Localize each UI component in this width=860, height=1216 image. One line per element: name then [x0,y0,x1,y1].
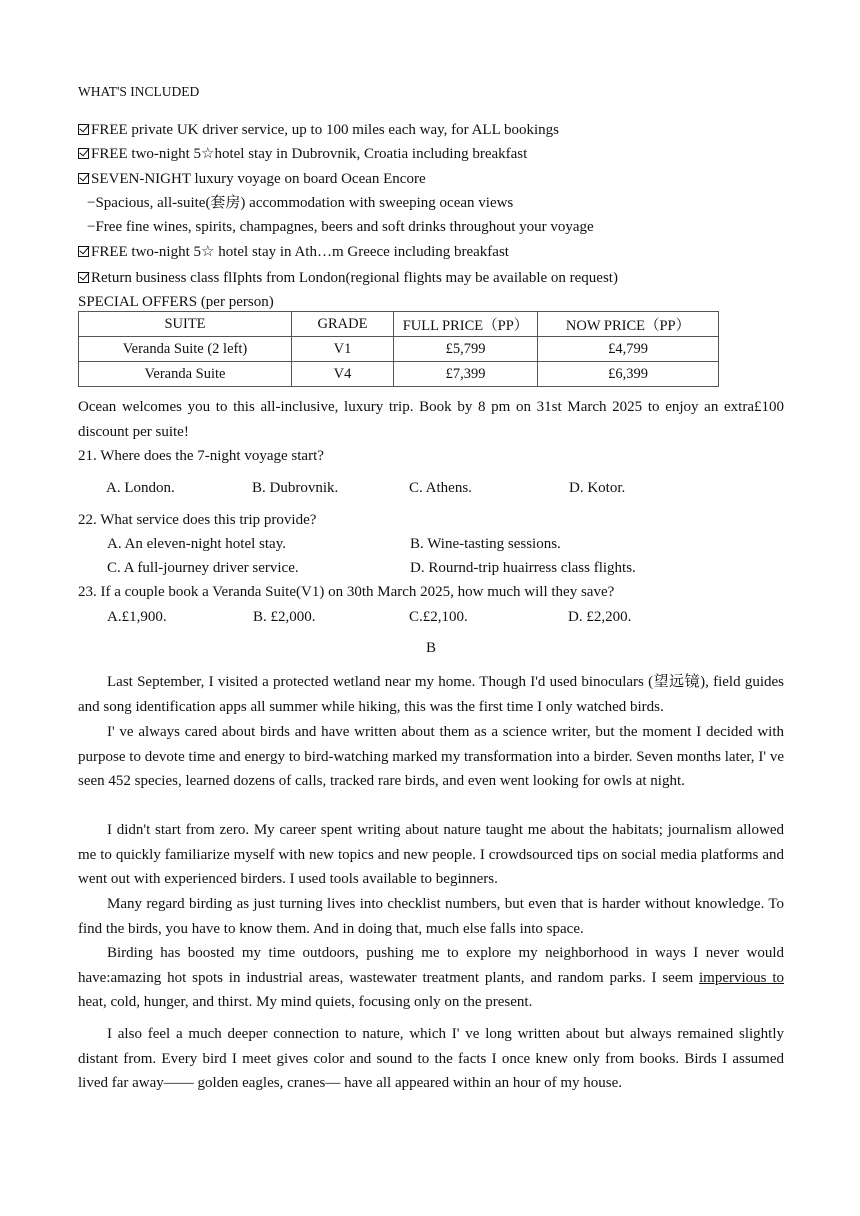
included-subitem: −Free fine wines, spirits, champagnes, beers and soft drinks throughout your voyage [87,219,594,235]
q23-option-d: D. £2,200. [568,609,632,625]
checkbox-icon [78,246,89,257]
q21-option-d: D. Kotor. [569,480,626,496]
table-header-cell: SUITE [79,312,292,337]
included-item: SEVEN-NIGHT luxury voyage on board Ocean Encore [78,169,426,189]
q21-option-c: C. Athens. [409,480,472,496]
passage-paragraph-1: Last September, I visited a protected wetland near my home. Though I'd used binoculars (望远镜), field guides and song identification apps all summer while hiking, this was the first time I only watched birds. [78,674,784,715]
offers-title: SPECIAL OFFERS (per person) [78,294,274,310]
passage-paragraph-4: Many regard birding as just turning lives into checklist numbers, but even that is harder without knowledge. To find the birds, you have to know them. And in doing that, much else falls into space. [78,896,784,937]
table-cell: £6,399 [538,362,719,387]
table-cell: £7,399 [394,362,538,387]
table-cell: £4,799 [538,337,719,362]
table-cell: £5,799 [394,337,538,362]
included-item: Return business class flIphts from London(regional flights may be available on request) [78,268,618,288]
passage-paragraph-2: I' ve always cared about birds and have written about them as a science writer, but the moment I decided with purpose to devote time and energy to bird-watching marked my transformation into a birder. Seven months later, I' ve seen 452 species, learned dozens of calls, tracked rare birds, and even went looking for owls at night. [78,724,784,789]
q23-option-c: C.£2,100. [409,609,468,625]
q23-option-a: A.£1,900. [107,609,167,625]
table-header-cell: GRADE [292,312,394,337]
offer-note: Ocean welcomes you to this all-inclusive, luxury trip. Book by 8 pm on 31st March 2025 to enjoy an extra£100 discount per suite! [78,399,784,440]
table-row [79,362,719,387]
passage-paragraph-6: I also feel a much deeper connection to nature, which I' ve long written about but always remained slightly distant from. Every bird I meet gives color and sound to the facts I once knew only from books. Birds I assumed lived far away—— golden eagles, cranes— have all appeared within an hour of my house. [78,1026,784,1091]
table-row [79,337,719,362]
q22-option-c: C. A full-journey driver service. [107,560,299,576]
checkbox-icon [78,124,89,135]
checkbox-icon [78,272,89,283]
section-header: WHAT'S INCLUDED [78,84,200,99]
question-21-stem: 21. Where does the 7-night voyage start? [78,448,324,464]
included-item: FREE private UK driver service, up to 100 miles each way, for ALL bookings [78,120,559,140]
table-header-cell: NOW PRICE（PP） [538,312,719,337]
table-cell: V1 [292,337,394,362]
question-23-stem: 23. If a couple book a Veranda Suite(V1) on 30th March 2025, how much will they save? [78,584,615,600]
table-cell: Veranda Suite [79,362,292,387]
q23-option-b: B. £2,000. [253,609,316,625]
included-subitem: −Spacious, all-suite(套房) accommodation with sweeping ocean views [87,195,514,211]
included-item: FREE two-night 5☆hotel stay in Dubrovnik, Croatia including breakfast [78,144,527,164]
q22-option-a: A. An eleven-night hotel stay. [107,536,286,552]
checkbox-icon [78,173,89,184]
table-header-cell: FULL PRICE（PP） [394,312,538,337]
underlined-term: impervious to [699,969,784,986]
q21-option-b: B. Dubrovnik. [252,480,339,496]
offers-table [78,311,719,387]
table-cell: Veranda Suite (2 left) [79,337,292,362]
section-label: B [426,640,437,656]
included-item: FREE two-night 5☆ hotel stay in Ath…m Greece including breakfast [78,242,509,262]
passage-paragraph-3: I didn't start from zero. My career spent writing about nature taught me about the habitats; journalism allowed me to quickly familiarize myself with new topics and new people. I crowdsourced tips on social media platforms and went out with experienced birders. I used tools available to beginners. [78,822,784,887]
passage-paragraph-5: Birding has boosted my time outdoors, pushing me to explore my neighborhood in ways I never would have:amazing hot spots in industrial areas, wastewater treatment plants, and random parks. I seem impervious to heat, cold, hunger, and thirst. My mind quiets, focusing only on the present. [78,945,784,1010]
q22-option-b: B. Wine-tasting sessions. [410,536,561,552]
table-header-row [79,312,719,337]
question-22-stem: 22. What service does this trip provide? [78,512,317,528]
q22-option-d: D. Rournd-trip huairress class flights. [410,560,636,576]
checkbox-icon [78,148,89,159]
table-cell: V4 [292,362,394,387]
q21-option-a: A. London. [106,480,175,496]
